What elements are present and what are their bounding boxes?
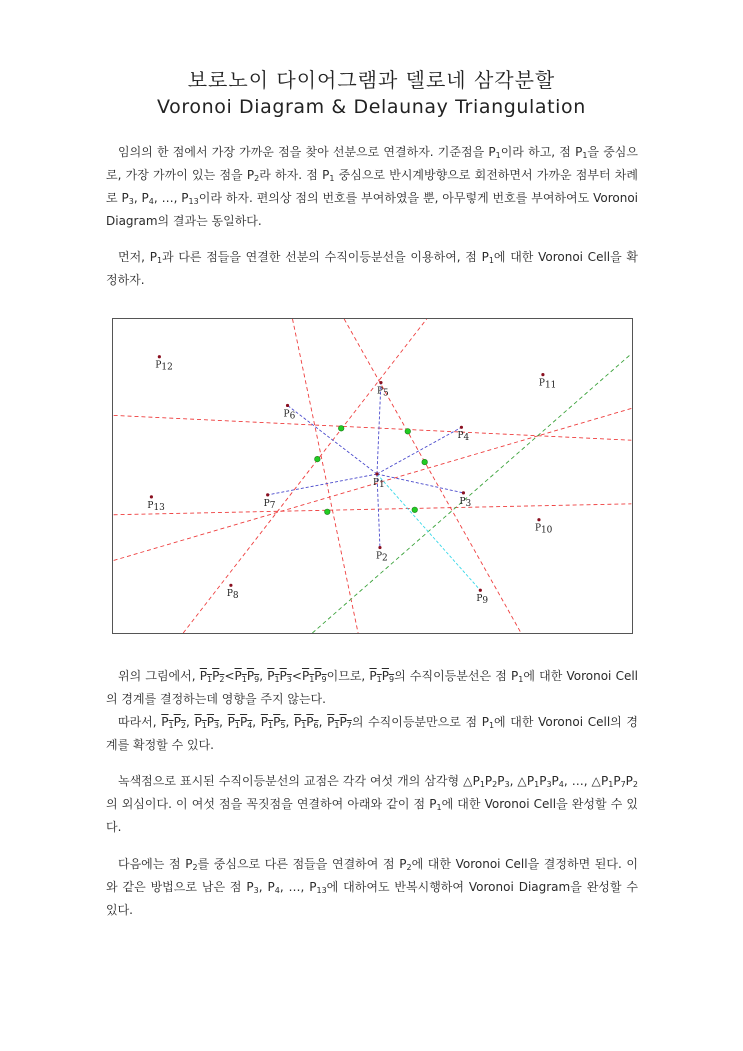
paragraph-6 [106, 853, 638, 922]
paragraph-5: 녹색점으로 표시된 수직이등분선의 교점은 각각 여섯 개의 삼각형 $\triangle P_1P_2P_3$, $\triangle P_1P_3P_4$, …, $\triangle P_1P_7P_2$의 외심이다. 이 여섯 점을 꼭짓점을 연결하여 아래와 같이 점 $P_1$에 대한 Voronoi Cell을 완성할 수 있다. [106, 774, 639, 834]
para4-text-1: 따라서, [118, 715, 162, 729]
segment-p1p9: $P_1P_9$ [234, 669, 260, 684]
perpendicular-bisector [114, 415, 632, 440]
perpendicular-bisector [344, 319, 521, 633]
subscript: 1 [329, 174, 335, 183]
intro-paragraph [106, 141, 638, 233]
point-p9 [479, 589, 482, 592]
label-p7: P7 [263, 498, 276, 511]
circumcenter-point [315, 456, 321, 462]
subscript: 13 [188, 197, 199, 206]
para5-text-1: 녹색점으로 표시된 수직이등분선의 교점은 각각 여섯 개의 삼각형 △P [118, 774, 480, 788]
subscript: 1 [608, 780, 614, 789]
segment-p1p6: $P_1P_6$ [293, 715, 319, 730]
para5-text-4: 의 외심이다. 이 여섯 점을 꼭짓점을 연결하여 아래와 같이 점 P [106, 797, 437, 811]
segment-p1p5: $P_1P_5$ [260, 715, 286, 730]
separator: , [318, 715, 328, 729]
para6-text-2: 를 중심으로 다른 점들을 연결하여 점 P [197, 857, 407, 871]
point-p3 [462, 491, 465, 494]
segment-p1p3: $P_1P_3$ [267, 669, 292, 684]
subscript: 2 [192, 863, 198, 872]
separator: , [185, 715, 195, 729]
point-p7 [266, 493, 269, 496]
comma: , [259, 669, 268, 683]
para6-text-3: 에 대한 Voronoi Cell을 결정하면 된다. 이와 같은 방법으로 남은 점 P [106, 857, 639, 894]
perpendicular-bisector [293, 319, 359, 633]
subscript: 3 [504, 780, 510, 789]
voronoi-figure [112, 318, 633, 634]
subscript: 1 [156, 256, 163, 265]
para2-text-3: 에 대한 Voronoi Cell을 확정하자. [106, 250, 638, 287]
para2-text-2: 과 다른 점들을 연결한 선분의 수직이등분선을 이용하여, 점 P [162, 250, 489, 264]
segment-p1p3: $P_1P_3$ [194, 715, 220, 730]
para5-text-2: , △P [509, 774, 535, 788]
separator: , [219, 715, 228, 729]
subscript: 1 [488, 256, 494, 265]
segment-p1-p9 [377, 474, 480, 590]
subscript: 3 [253, 886, 259, 895]
para3-text-2: 이므로, [326, 669, 370, 683]
para6-text-4: , P [258, 880, 275, 894]
circumcenter-point [325, 509, 331, 515]
perpendicular-bisector [114, 504, 632, 515]
label-p3: P3 [459, 496, 472, 509]
less-than: < [291, 669, 302, 683]
segment-p1-p7 [268, 474, 377, 495]
intro-text-3: 을 중심으로, 가장 가까이 있는 점을 P [106, 145, 638, 182]
point-p4 [460, 426, 463, 429]
circumcenter-point [338, 426, 344, 432]
circumcenter-point [422, 459, 428, 465]
subscript: 3 [546, 780, 552, 789]
subscript: 2 [406, 863, 412, 872]
para4-text-2: 의 수직이등분만으로 점 P [351, 715, 489, 729]
point-p8 [229, 584, 232, 587]
para4-text-3: 에 대한 Voronoi Cell의 경계를 확정할 수 있다. [106, 715, 638, 752]
title-korean: 보로노이 다이어그램과 델로네 삼각분할 [187, 68, 556, 92]
para5-text-5: 에 대한 Voronoi Cell을 완성할 수 있다. [106, 797, 639, 834]
paragraph-2 [106, 246, 638, 292]
subscript: 13 [316, 886, 327, 895]
para3-text-1: 위의 그림에서, [118, 669, 200, 683]
intro-text-8: 이라 하자. 편의상 점의 번호를 부여하였을 뿐, 아무렇게 번호를 부여하여도 Voronoi Diagram의 결과는 동일하다. [106, 191, 638, 228]
perpendicular-bisector [183, 319, 426, 633]
para3-text-4: 에 대한 Voronoi Cell의 경계를 결정하는데 영향을 주지 않는다. [106, 669, 639, 706]
para6-text-5: , …, P [279, 880, 317, 894]
segment-p1-p6 [288, 405, 377, 474]
subscript: 4 [148, 197, 154, 206]
subscript: 2 [632, 780, 639, 789]
subscript: 7 [620, 780, 626, 789]
segment-p1p9: $P_1P_9$ [369, 669, 395, 684]
point-p5 [379, 381, 382, 384]
label-p2: P2 [375, 551, 388, 564]
subscript: 2 [254, 174, 260, 183]
segment-p1p2: $P_1P_2$ [161, 715, 186, 730]
separator: , [285, 715, 294, 729]
less-than: < [224, 669, 235, 683]
label-p6: P6 [283, 409, 296, 422]
segment-p1p2: $P_1P_2$ [199, 669, 225, 684]
separator: , [252, 715, 261, 729]
label-p10: P10 [534, 523, 553, 536]
voronoi-svg [113, 319, 632, 633]
label-p9: P9 [476, 594, 489, 607]
segment-p1p9: $P_1P_9$ [301, 669, 327, 684]
subscript: 1 [479, 780, 485, 789]
circumcenter-point [405, 429, 411, 435]
intro-text-6: , P [133, 191, 149, 205]
para3-text-3: 의 수직이등분선은 점 P [394, 669, 519, 683]
para2-text-1: 먼저, P [118, 250, 157, 264]
point-p2 [378, 546, 381, 549]
circumcenter-point [412, 507, 418, 513]
label-p4: P4 [457, 431, 470, 444]
subscript: 1 [518, 675, 524, 684]
point-p11 [541, 373, 544, 376]
subscript: 1 [488, 721, 495, 730]
segment-p1p4: $P_1P_4$ [227, 715, 253, 730]
title-english: Voronoi Diagram & Delaunay Triangulation [157, 96, 586, 118]
segment-p1p7: $P_1P_7$ [327, 715, 352, 730]
label-p1: P1 [372, 477, 385, 490]
point-p6 [286, 404, 289, 407]
intro-text-1: 임의의 한 점에서 가장 가까운 점을 찾아 선분으로 연결하자. 기준점을 P [118, 145, 496, 159]
label-p5: P5 [376, 386, 389, 399]
intro-text-4: 라 하자. 점 P [259, 168, 330, 182]
intro-text-2: 이라 하고, 점 P [500, 145, 583, 159]
subscript: 4 [558, 780, 564, 789]
label-p11: P11 [538, 378, 557, 391]
label-p13: P13 [147, 500, 165, 513]
para6-text-1: 다음에는 점 P [118, 857, 193, 871]
segment-p1-p3 [377, 474, 463, 493]
point-p12 [158, 355, 161, 358]
bisector-p1-p9 [312, 354, 631, 633]
paragraph-4 [106, 711, 638, 757]
label-p12: P12 [155, 360, 173, 373]
point-p10 [537, 518, 540, 521]
label-p8: P8 [226, 589, 239, 602]
subscript: 4 [274, 886, 280, 895]
subscript: 1 [534, 780, 540, 789]
subscript: 1 [436, 803, 442, 812]
para6-text-6: 에 대하여도 반복시행하여 Voronoi Diagram을 완성할 수 있다. [106, 880, 638, 917]
point-p13 [150, 495, 153, 498]
para5-text-3: , …, △P [563, 774, 609, 788]
subscript: 1 [582, 151, 588, 160]
intro-text-7: , …, P [153, 191, 189, 205]
point-p1 [375, 472, 378, 475]
segment-p1-p4 [377, 427, 461, 474]
paragraph-3 [106, 665, 638, 711]
subscript: 2 [492, 780, 498, 789]
subscript: 1 [495, 151, 501, 160]
subscript: 3 [128, 197, 134, 206]
intro-text-5: 중심으로 반시계방향으로 회전하면서 가까운 점부터 차례로 P [106, 168, 638, 205]
